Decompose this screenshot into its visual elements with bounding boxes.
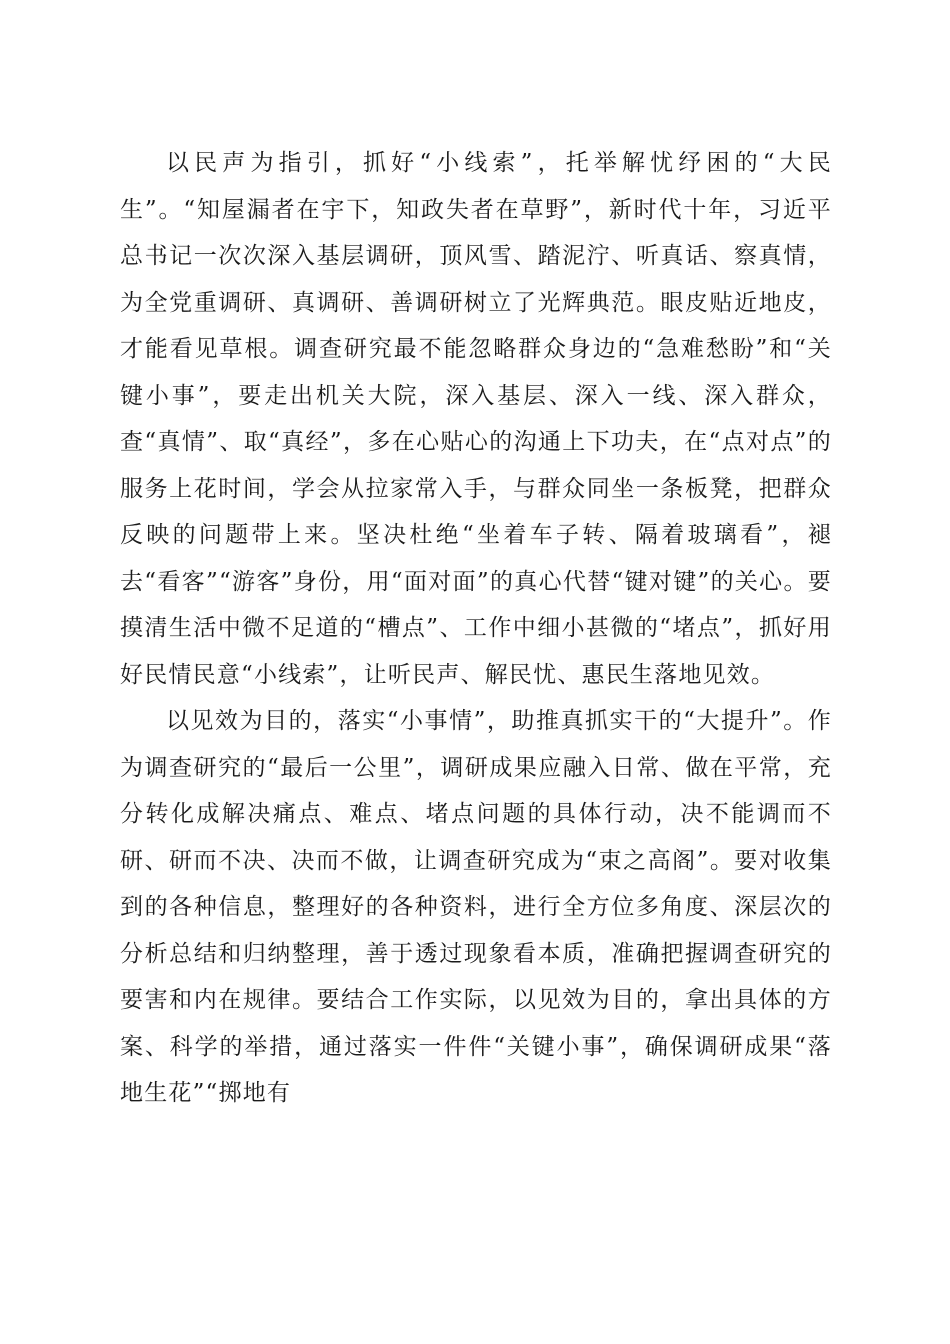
paragraph-1: 以民声为指引，抓好“小线索”，托举解忧纾困的“大民生”。“知屋漏者在宇下，知政失者在草野”，新时代十年，习近平总书记一次次深入基层调研，顶风雪、踏泥泞、听真话、察真情，为全党重调研、真调研、善调研树立了光辉典范。眼皮贴近地皮，才能看见草根。调查研究最不能忽略群众身边的“急难愁盼”和“关键小事”，要走出机关大院，深入基层、深入一线、深入群众，查“真情”、取“真经”，多在心贴心的沟通上下功夫，在“点对点”的服务上花时间，学会从拉家常入手，与群众同坐一条板凳，把群众反映的问题带上来。坚决杜绝“坐着车子转、隔着玻璃看”，褪去“看客”“游客”身份，用“面对面”的真心代替“键对键”的关心。要摸清生活中微不足道的“槽点”、工作中细小甚微的“堵点”，抓好用好民情民意“小线索”，让听民声、解民忧、惠民生落地见效。 (120, 150, 832, 688)
paragraph-2: 以见效为目的，落实“小事情”，助推真抓实干的“大提升”。作为调查研究的“最后一公里”，调研成果应融入日常、做在平常，充分转化成解决痛点、难点、堵点问题的具体行动，决不能调而不研、研而不决、决而不做，让调查研究成为“束之高阁”。要对收集到的各种信息，整理好的各种资料，进行全方位多角度、深层次的分析总结和归纳整理，善于透过现象看本质，准确把握调查研究的要害和内在规律。要结合工作实际，以见效为目的，拿出具体的方案、科学的举措，通过落实一件件“关键小事”，确保调研成果“落地生花”“掷地有 (120, 708, 832, 1106)
document-body (120, 140, 832, 1117)
